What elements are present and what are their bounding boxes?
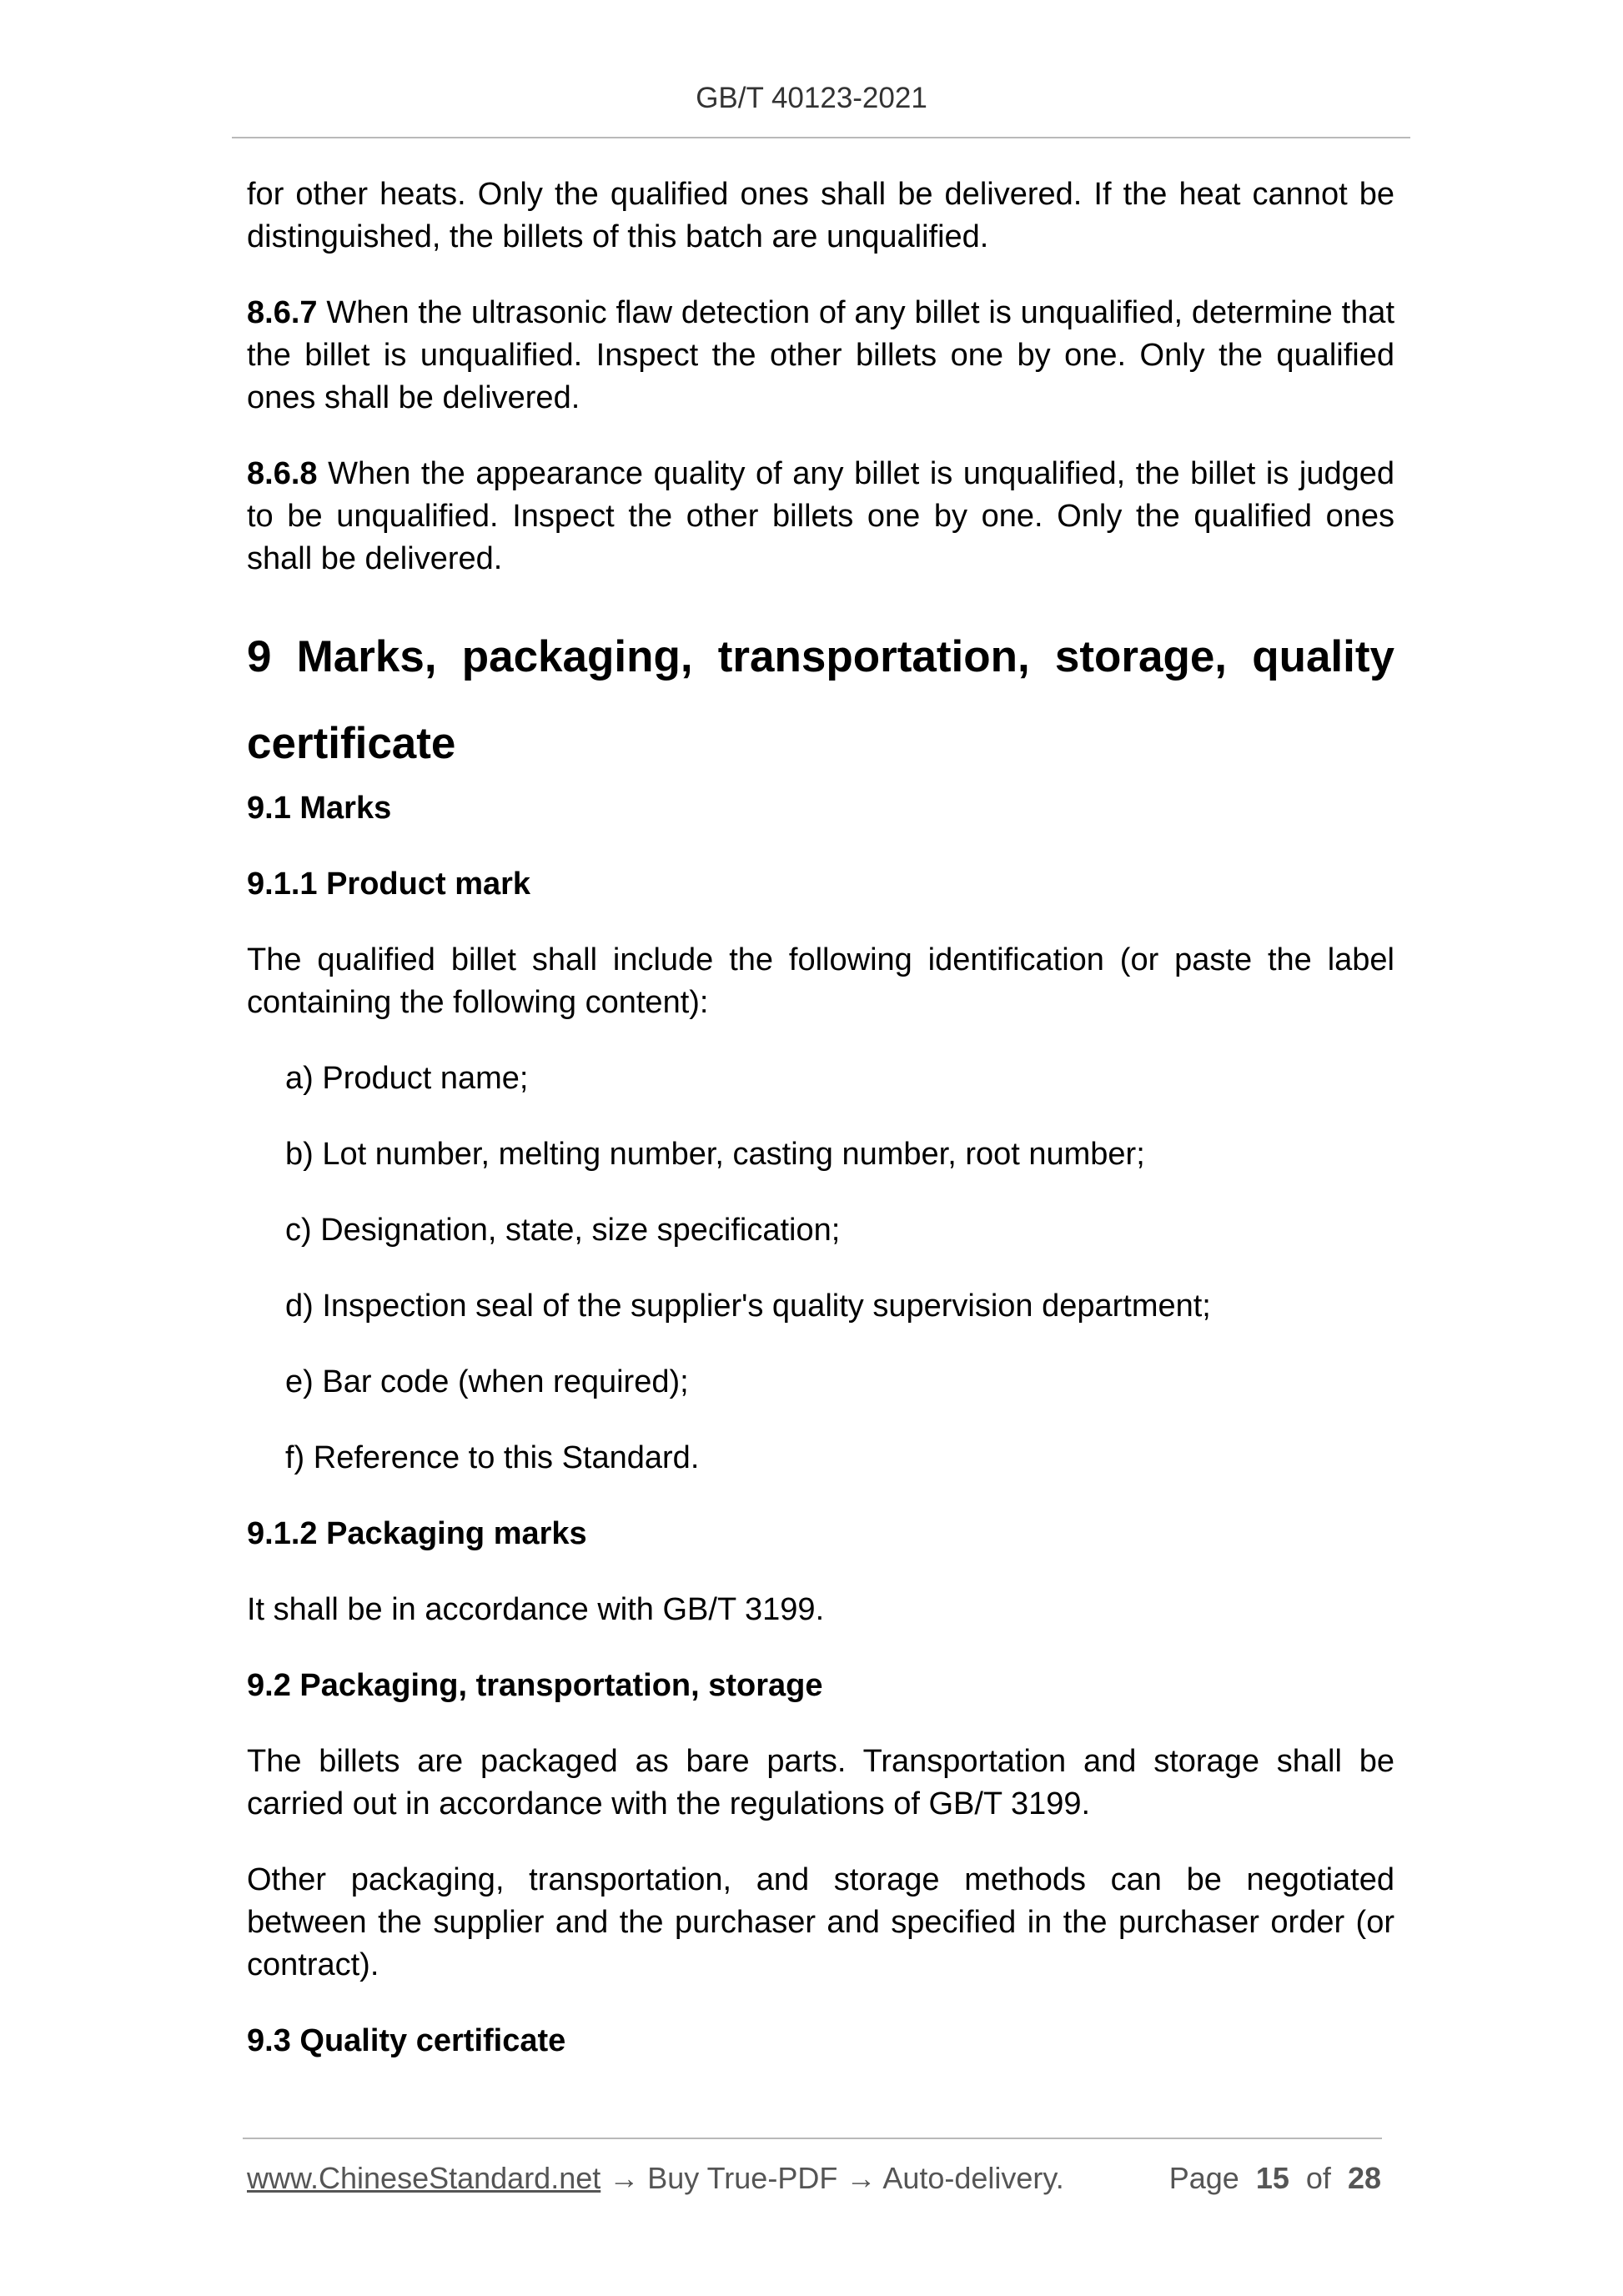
- header-divider: [232, 137, 1410, 138]
- page-number: 15: [1255, 2161, 1289, 2195]
- list-item: c) Designation, state, size specification;: [285, 1213, 841, 1248]
- list-item: d) Inspection seal of the supplier's quality supervision department;: [285, 1289, 1211, 1324]
- clause-8-6-8: [247, 453, 1394, 580]
- clause-number: 8.6.7: [247, 295, 318, 330]
- clause-text: When the appearance quality of any billet is unqualified, the billet is judged to be unqualified. Inspect the other billets one by one. Only the qualified ones shall be delivered.: [247, 456, 1394, 576]
- paragraph-9-1-2: It shall be in accordance with GB/T 3199.: [247, 1592, 825, 1627]
- paragraph-9-2-a: The billets are packaged as bare parts. Transportation and storage shall be carried out in accordance with the regulations of GB/T 3199.: [247, 1744, 1394, 1821]
- document-body: [247, 173, 1394, 2096]
- list-item: e) Bar code (when required);: [285, 1364, 689, 1399]
- paragraph-9-1-1: The qualified billet shall include the following identification (or paste the label containing the following content):: [247, 942, 1394, 1020]
- section-heading-9-3: 9.3 Quality certificate: [247, 2023, 566, 2058]
- section-heading-9: 9 Marks, packaging, transportation, storage, quality certificate: [247, 632, 1394, 768]
- section-heading-9-1: 9.1 Marks: [247, 791, 392, 826]
- footer-divider: [243, 2138, 1382, 2139]
- site-link[interactable]: www.ChineseStandard.net: [247, 2161, 601, 2195]
- footer-promo: [247, 2158, 1064, 2198]
- paragraph-9-2-b: Other packaging, transportation, and storage methods can be negotiated between the supplier and the purchaser and specified in the purchaser order (or contract).: [247, 1862, 1394, 1982]
- page-header: GB/T 40123-2021: [696, 82, 927, 114]
- section-heading-9-2: 9.2 Packaging, transportation, storage: [247, 1668, 823, 1703]
- page-footer: [247, 2158, 1381, 2198]
- clause-number: 8.6.8: [247, 456, 318, 491]
- clause-8-6-7: [247, 292, 1394, 420]
- page-indicator: [1169, 2158, 1381, 2198]
- of-label: of: [1305, 2161, 1331, 2195]
- list-item: a) Product name;: [285, 1061, 529, 1096]
- total-pages: 28: [1347, 2161, 1381, 2195]
- section-heading-9-1-2: 9.1.2 Packaging marks: [247, 1516, 587, 1551]
- clause-text: When the ultrasonic flaw detection of any billet is unqualified, determine that the billet is unqualified. Inspect the other billets one by one. Only the qualified ones shall be delivered.: [247, 295, 1394, 415]
- section-heading-9-1-1: 9.1.1 Product mark: [247, 867, 531, 902]
- list-item: b) Lot number, melting number, casting number, root number;: [285, 1137, 1145, 1172]
- list-item: f) Reference to this Standard.: [285, 1440, 700, 1475]
- promo-text: → Buy True-PDF → Auto-delivery.: [600, 2161, 1064, 2195]
- continued-paragraph: for other heats. Only the qualified ones shall be delivered. If the heat cannot be distinguished, the billets of this batch are unqualified.: [247, 177, 1394, 254]
- page-label: Page: [1168, 2161, 1239, 2195]
